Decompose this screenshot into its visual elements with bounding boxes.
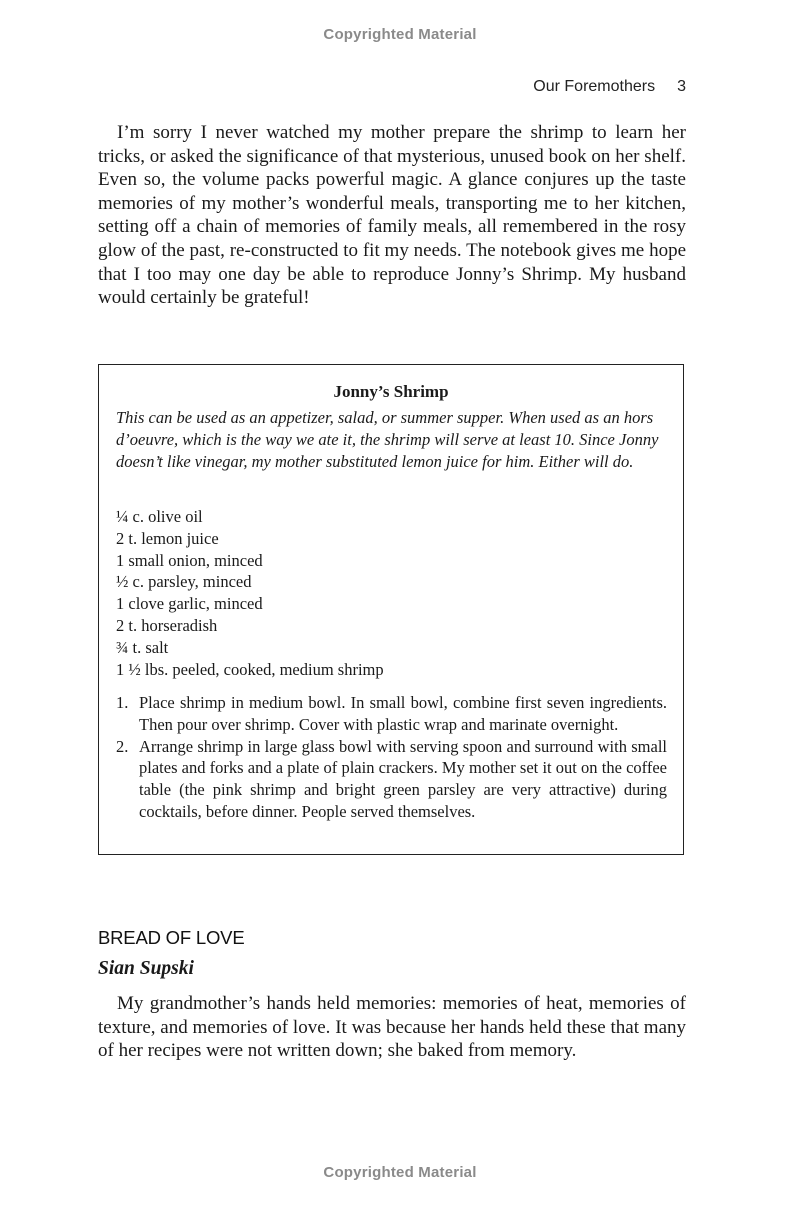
running-head-title: Our Foremothers — [533, 78, 656, 95]
recipe-note: This can be used as an appetizer, salad, or summer supper. When used as an hors d’oeuvre, which is the way we ate it, the shrimp will serve at least 10. Since Jonny doesn’t like vinegar, my mother substituted lemon juice for him. Either will do. — [116, 408, 659, 471]
body-paragraph-bread: My grandmother’s hands held memories: memories of heat, memories of texture, and memories of love. It was because her hands held these that many of her recipes were not written down; she baked from memory. — [98, 993, 686, 1062]
recipe-box — [98, 364, 684, 855]
section-heading: BREAD OF LOVE — [98, 927, 245, 948]
step-number: 2. — [116, 736, 129, 756]
ingredient-list — [116, 506, 384, 680]
recipe-step — [116, 692, 667, 736]
copyright-watermark-bottom: Copyrighted Material — [323, 1164, 477, 1181]
running-head — [533, 78, 686, 96]
recipe-steps — [116, 692, 667, 823]
author-name: Sian Supski — [98, 958, 194, 979]
ingredient-item: 1 small onion, minced — [116, 550, 263, 570]
ingredient-item: ¼ c. olive oil — [116, 507, 203, 526]
page-number: 3 — [677, 78, 686, 95]
ingredient-item: ½ c. parsley, minced — [116, 572, 252, 592]
recipe-title: Jonny’s Shrimp — [333, 382, 449, 401]
step-text: Arrange shrimp in large glass bowl with serving spoon and surround with small plates and forks and a plate of plain crackers. My mother set it out on the coffee table (the pink shrimp and bright green parsley are very attractive) during cocktails, before dinner. People served themselves. — [139, 736, 667, 821]
ingredient-item: ¾ t. salt — [116, 637, 169, 657]
body-paragraph-shrimp: I’m sorry I never watched my mother prepare the shrimp to learn her tricks, or asked the significance of that mysterious, unused book on her shelf. Even so, the volume packs powerful magic. A glance conjures up the taste memories of my mother’s wonderful meals, transporting me to her kitchen, setting off a chain of memories of family meals, all remembered in the rosy glow of the past, re-constructed to fit my needs. The notebook gives me hope that I too may one day be able to reproduce Jonny’s Shrimp. My husband would certainly be grateful! — [98, 122, 686, 309]
ingredient-item: 2 t. lemon juice — [116, 528, 219, 548]
step-text: Place shrimp in medium bowl. In small bowl, combine first seven ingredients. Then pour over shrimp. Cover with plastic wrap and marinate overnight. — [139, 693, 667, 734]
step-number: 1. — [116, 693, 129, 712]
ingredient-item: 1 clove garlic, minced — [116, 594, 263, 614]
ingredient-item: 2 t. horseradish — [116, 615, 218, 635]
recipe-step — [116, 736, 667, 823]
copyright-watermark-top: Copyrighted Material — [323, 26, 477, 43]
ingredient-item: 1 ½ lbs. peeled, cooked, medium shrimp — [116, 659, 384, 679]
